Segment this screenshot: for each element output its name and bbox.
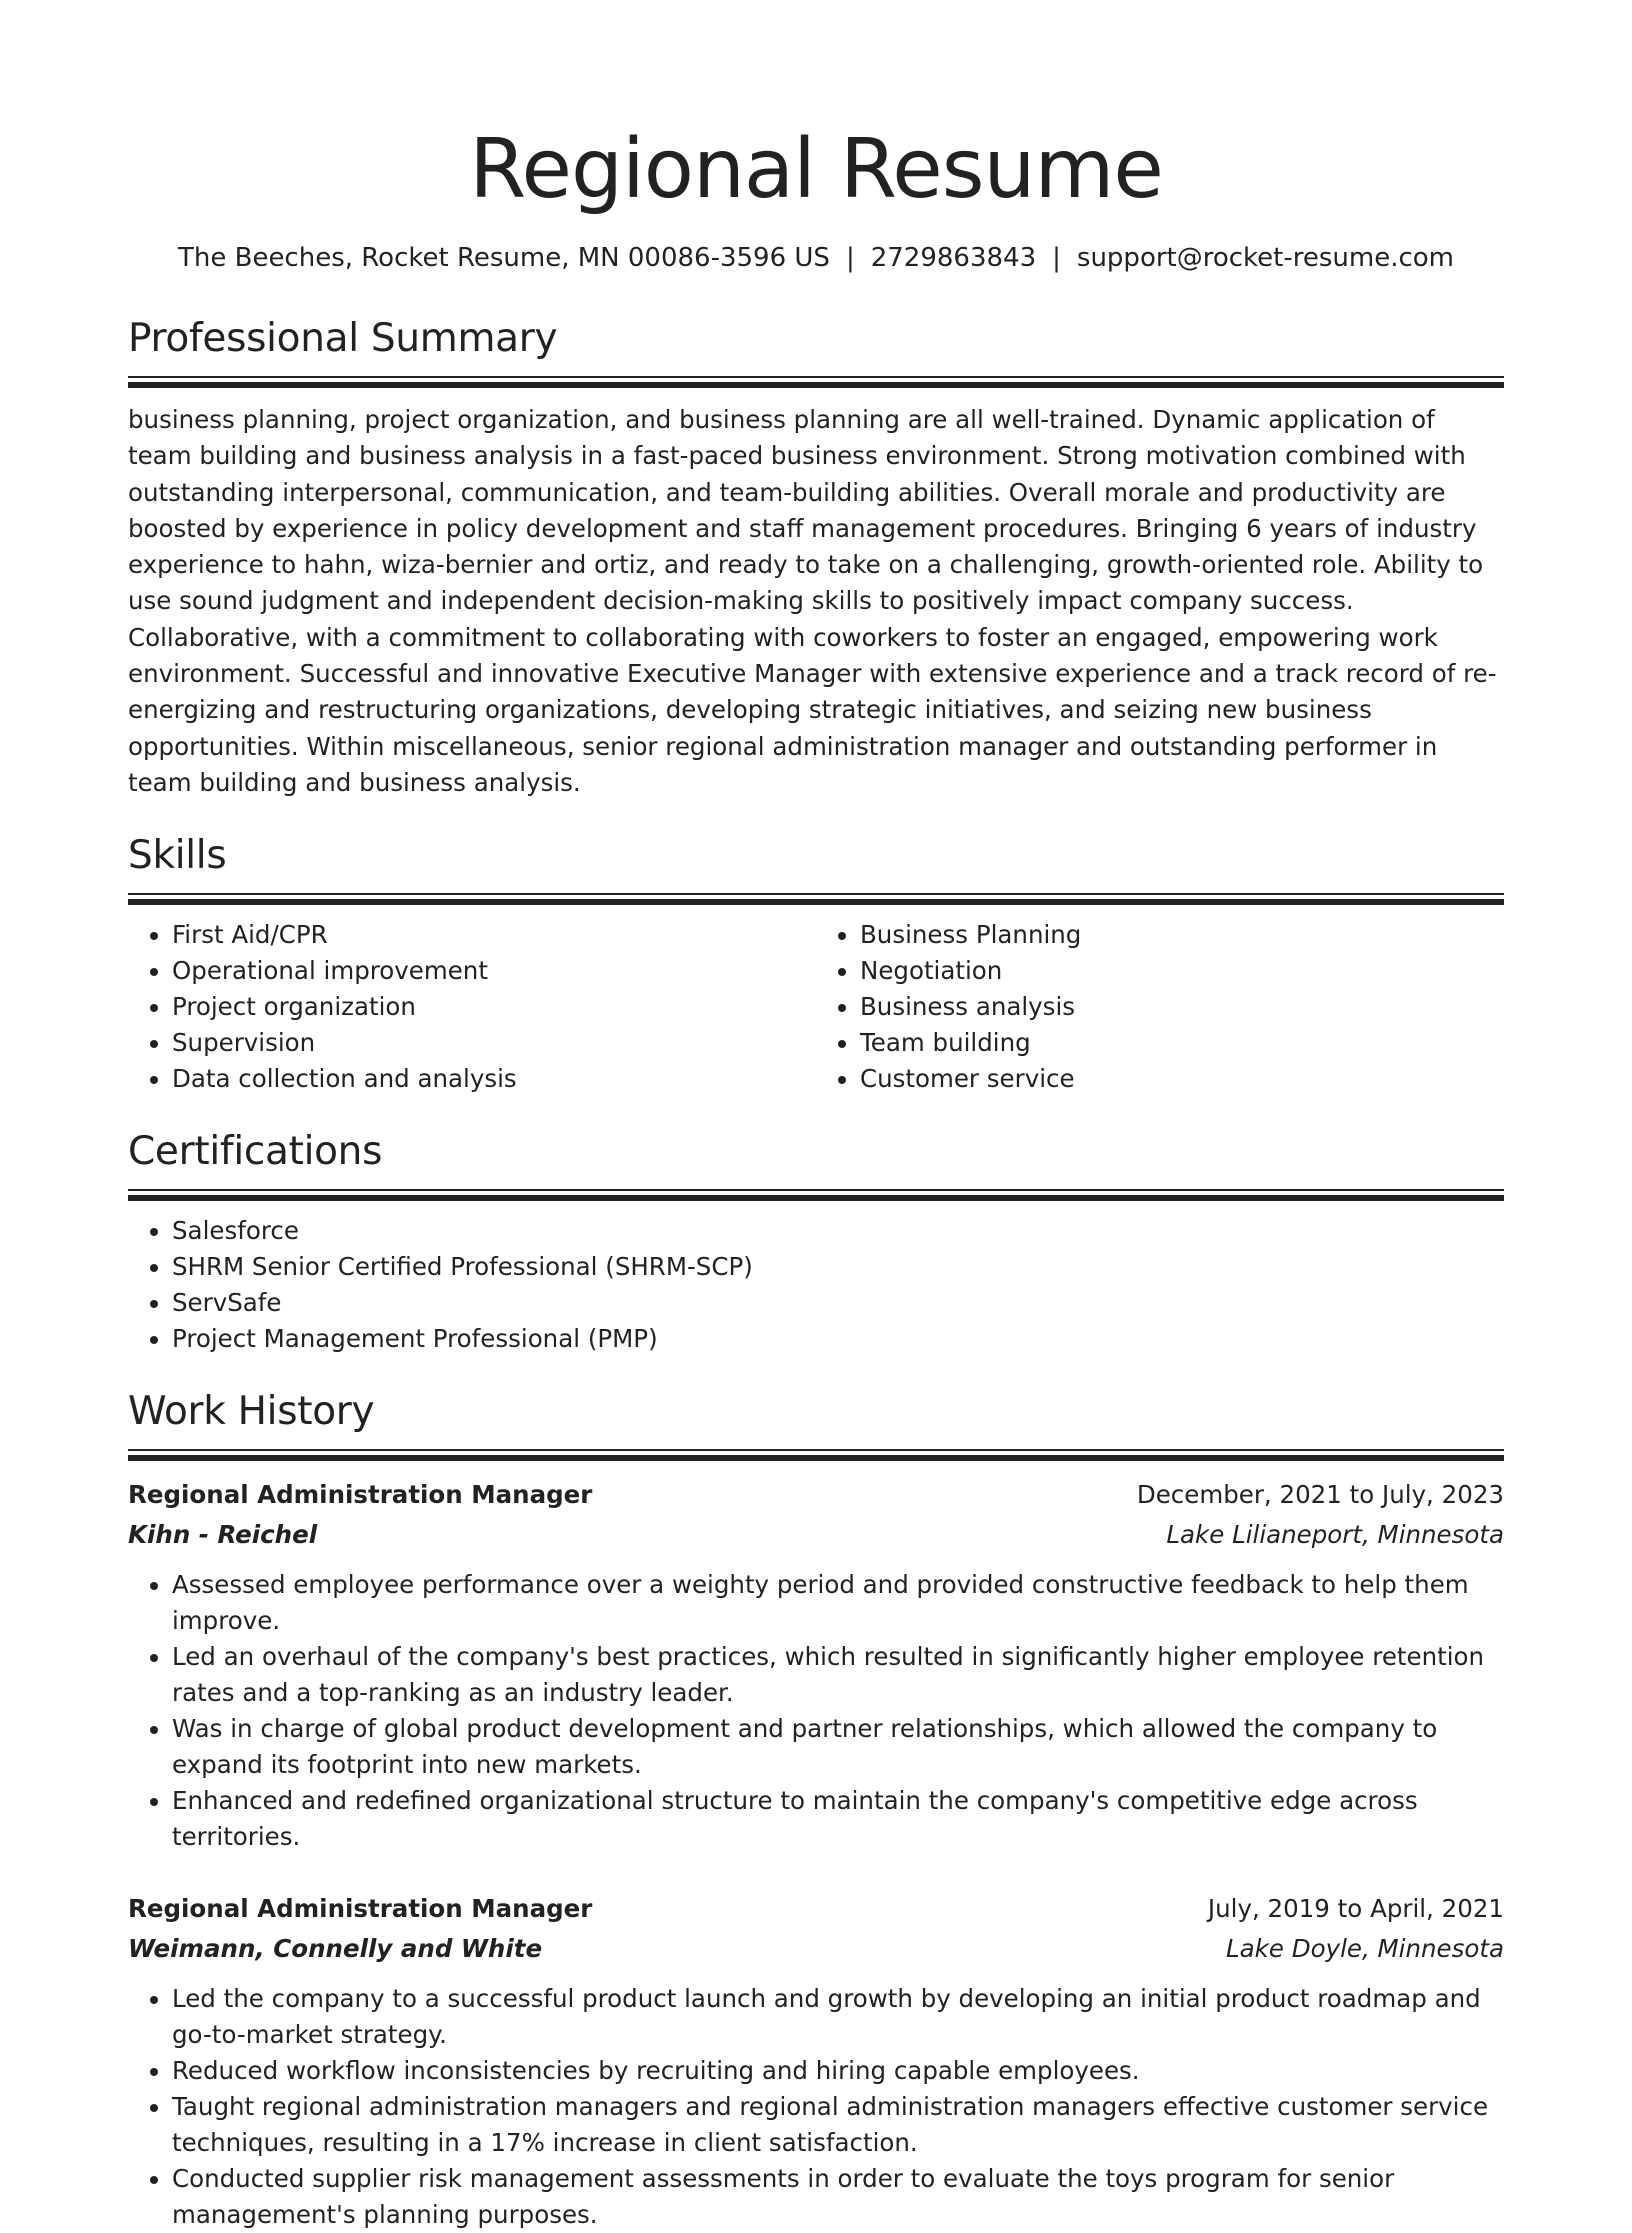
skills-columns: [128, 917, 1504, 1097]
skill-item: • Data collection and analysis: [172, 1061, 816, 1097]
skill-item: • Project organization: [172, 989, 816, 1025]
job-company-row: [128, 1929, 1504, 1969]
certification-item: • Salesforce: [172, 1213, 1504, 1249]
skill-item: • Operational improvement: [172, 953, 816, 989]
job-bullet: • Taught regional administration managers and regional administration managers effective customer service techniques, resulting in a 17% increase in client satisfaction.: [172, 2089, 1504, 2161]
job-bullet: • Assessed employee performance over a weighty period and provided constructive feedback to help them improve.: [172, 1567, 1504, 1639]
section-divider: [128, 376, 1504, 388]
contact-phone: 2729863843: [870, 243, 1037, 273]
section-title-certifications: Certifications: [128, 1129, 383, 1175]
section-title-summary: Professional Summary: [128, 316, 558, 361]
job-entry: [128, 1475, 1504, 1855]
skill-item: • Business Planning: [860, 917, 1504, 953]
contact-separator: |: [845, 243, 855, 273]
section-skills: [128, 831, 1504, 1097]
section-certifications: [128, 1127, 1504, 1357]
skill-item: • Customer service: [860, 1061, 1504, 1097]
section-work-history: [128, 1387, 1504, 2233]
section-title-skills: Skills: [128, 833, 227, 879]
certification-item: • ServSafe: [172, 1285, 1504, 1321]
certification-item: • Project Management Professional (PMP): [172, 1321, 1504, 1357]
job-bullet: • Reduced workflow inconsistencies by recruiting and hiring capable employees.: [172, 2053, 1504, 2089]
job-company: Kihn - Reichel: [128, 1520, 318, 1550]
job-location: Lake Doyle, Minnesota: [1226, 1934, 1504, 1964]
job-dates: December, 2021 to July, 2023: [1136, 1480, 1504, 1510]
skill-item: • Supervision: [172, 1025, 816, 1061]
job-bullet: • Led an overhaul of the company's best practices, which resulted in significantly higher employee retention rates and a top-ranking as an industry leader.: [172, 1639, 1504, 1711]
contact-address: The Beeches, Rocket Resume, MN 00086-3596 US: [177, 243, 830, 273]
skill-item: • Business analysis: [860, 989, 1504, 1025]
section-divider: [128, 893, 1504, 905]
job-bullet: • Conducted supplier risk management assessments in order to evaluate the toys program for senior management's planning purposes.: [172, 2161, 1504, 2233]
job-bullets: [128, 1981, 1504, 2233]
skills-list-right: [816, 917, 1504, 1097]
job-bullets: [128, 1567, 1504, 1855]
summary-text: business planning, project organization, and business planning are all well-trained. Dynamic application of team building and business analysis in a fast-paced business environment. Strong motivation combined with outstanding interpersonal, communication, and team-building abilities. Overall morale and productivity are boosted by experience in policy development and staff management procedures. Bringing 6 years of industry experience to hahn, wiza-bernier and ortiz, and ready to take on a challenging, growth-oriented role. Ability to use sound judgment and independent decision-making skills to positively impact company success. Collaborative, with a commitment to collaborating with coworkers to foster an engaged, empowering work environment. Successful and innovative Executive Manager with extensive experience and a track record of re-energizing and restructuring organizations, developing strategic initiatives, and seizing new business opportunities. Within miscellaneous, senior regional administration manager and outstanding performer in team building and business analysis.: [128, 405, 1497, 797]
job-location: Lake Lilianeport, Minnesota: [1166, 1520, 1504, 1550]
resume-name: Regional Resume: [469, 122, 1163, 217]
skill-item: • Negotiation: [860, 953, 1504, 989]
job-bullet: • Enhanced and redefined organizational structure to maintain the company's competitive edge across territories.: [172, 1783, 1504, 1855]
section-title-work-history: Work History: [128, 1389, 375, 1435]
job-title: Regional Administration Manager: [128, 1480, 593, 1510]
section-divider: [128, 1189, 1504, 1201]
job-company: Weimann, Connelly and White: [128, 1934, 543, 1964]
job-header-row: [128, 1889, 1504, 1929]
section-divider: [128, 1449, 1504, 1461]
certifications-list: [128, 1213, 1504, 1357]
skill-item: • First Aid/CPR: [172, 917, 816, 953]
contact-email: support@rocket-resume.com: [1076, 243, 1455, 273]
job-bullet: • Was in charge of global product development and partner relationships, which allowed the company to expand its footprint into new markets.: [172, 1711, 1504, 1783]
job-company-row: [128, 1515, 1504, 1555]
job-dates: July, 2019 to April, 2021: [1207, 1894, 1504, 1924]
job-header-row: [128, 1475, 1504, 1515]
contact-separator: |: [1052, 243, 1061, 273]
job-title: Regional Administration Manager: [128, 1894, 593, 1924]
certification-item: • SHRM Senior Certified Professional (SHRM-SCP): [172, 1249, 1504, 1285]
skills-list-left: [128, 917, 816, 1097]
contact-line: [128, 240, 1504, 276]
job-bullet: • Led the company to a successful product launch and growth by developing an initial product roadmap and go-to-market strategy.: [172, 1981, 1504, 2053]
job-entry: [128, 1889, 1504, 2233]
skill-item: • Team building: [860, 1025, 1504, 1061]
section-professional-summary: [128, 314, 1504, 801]
